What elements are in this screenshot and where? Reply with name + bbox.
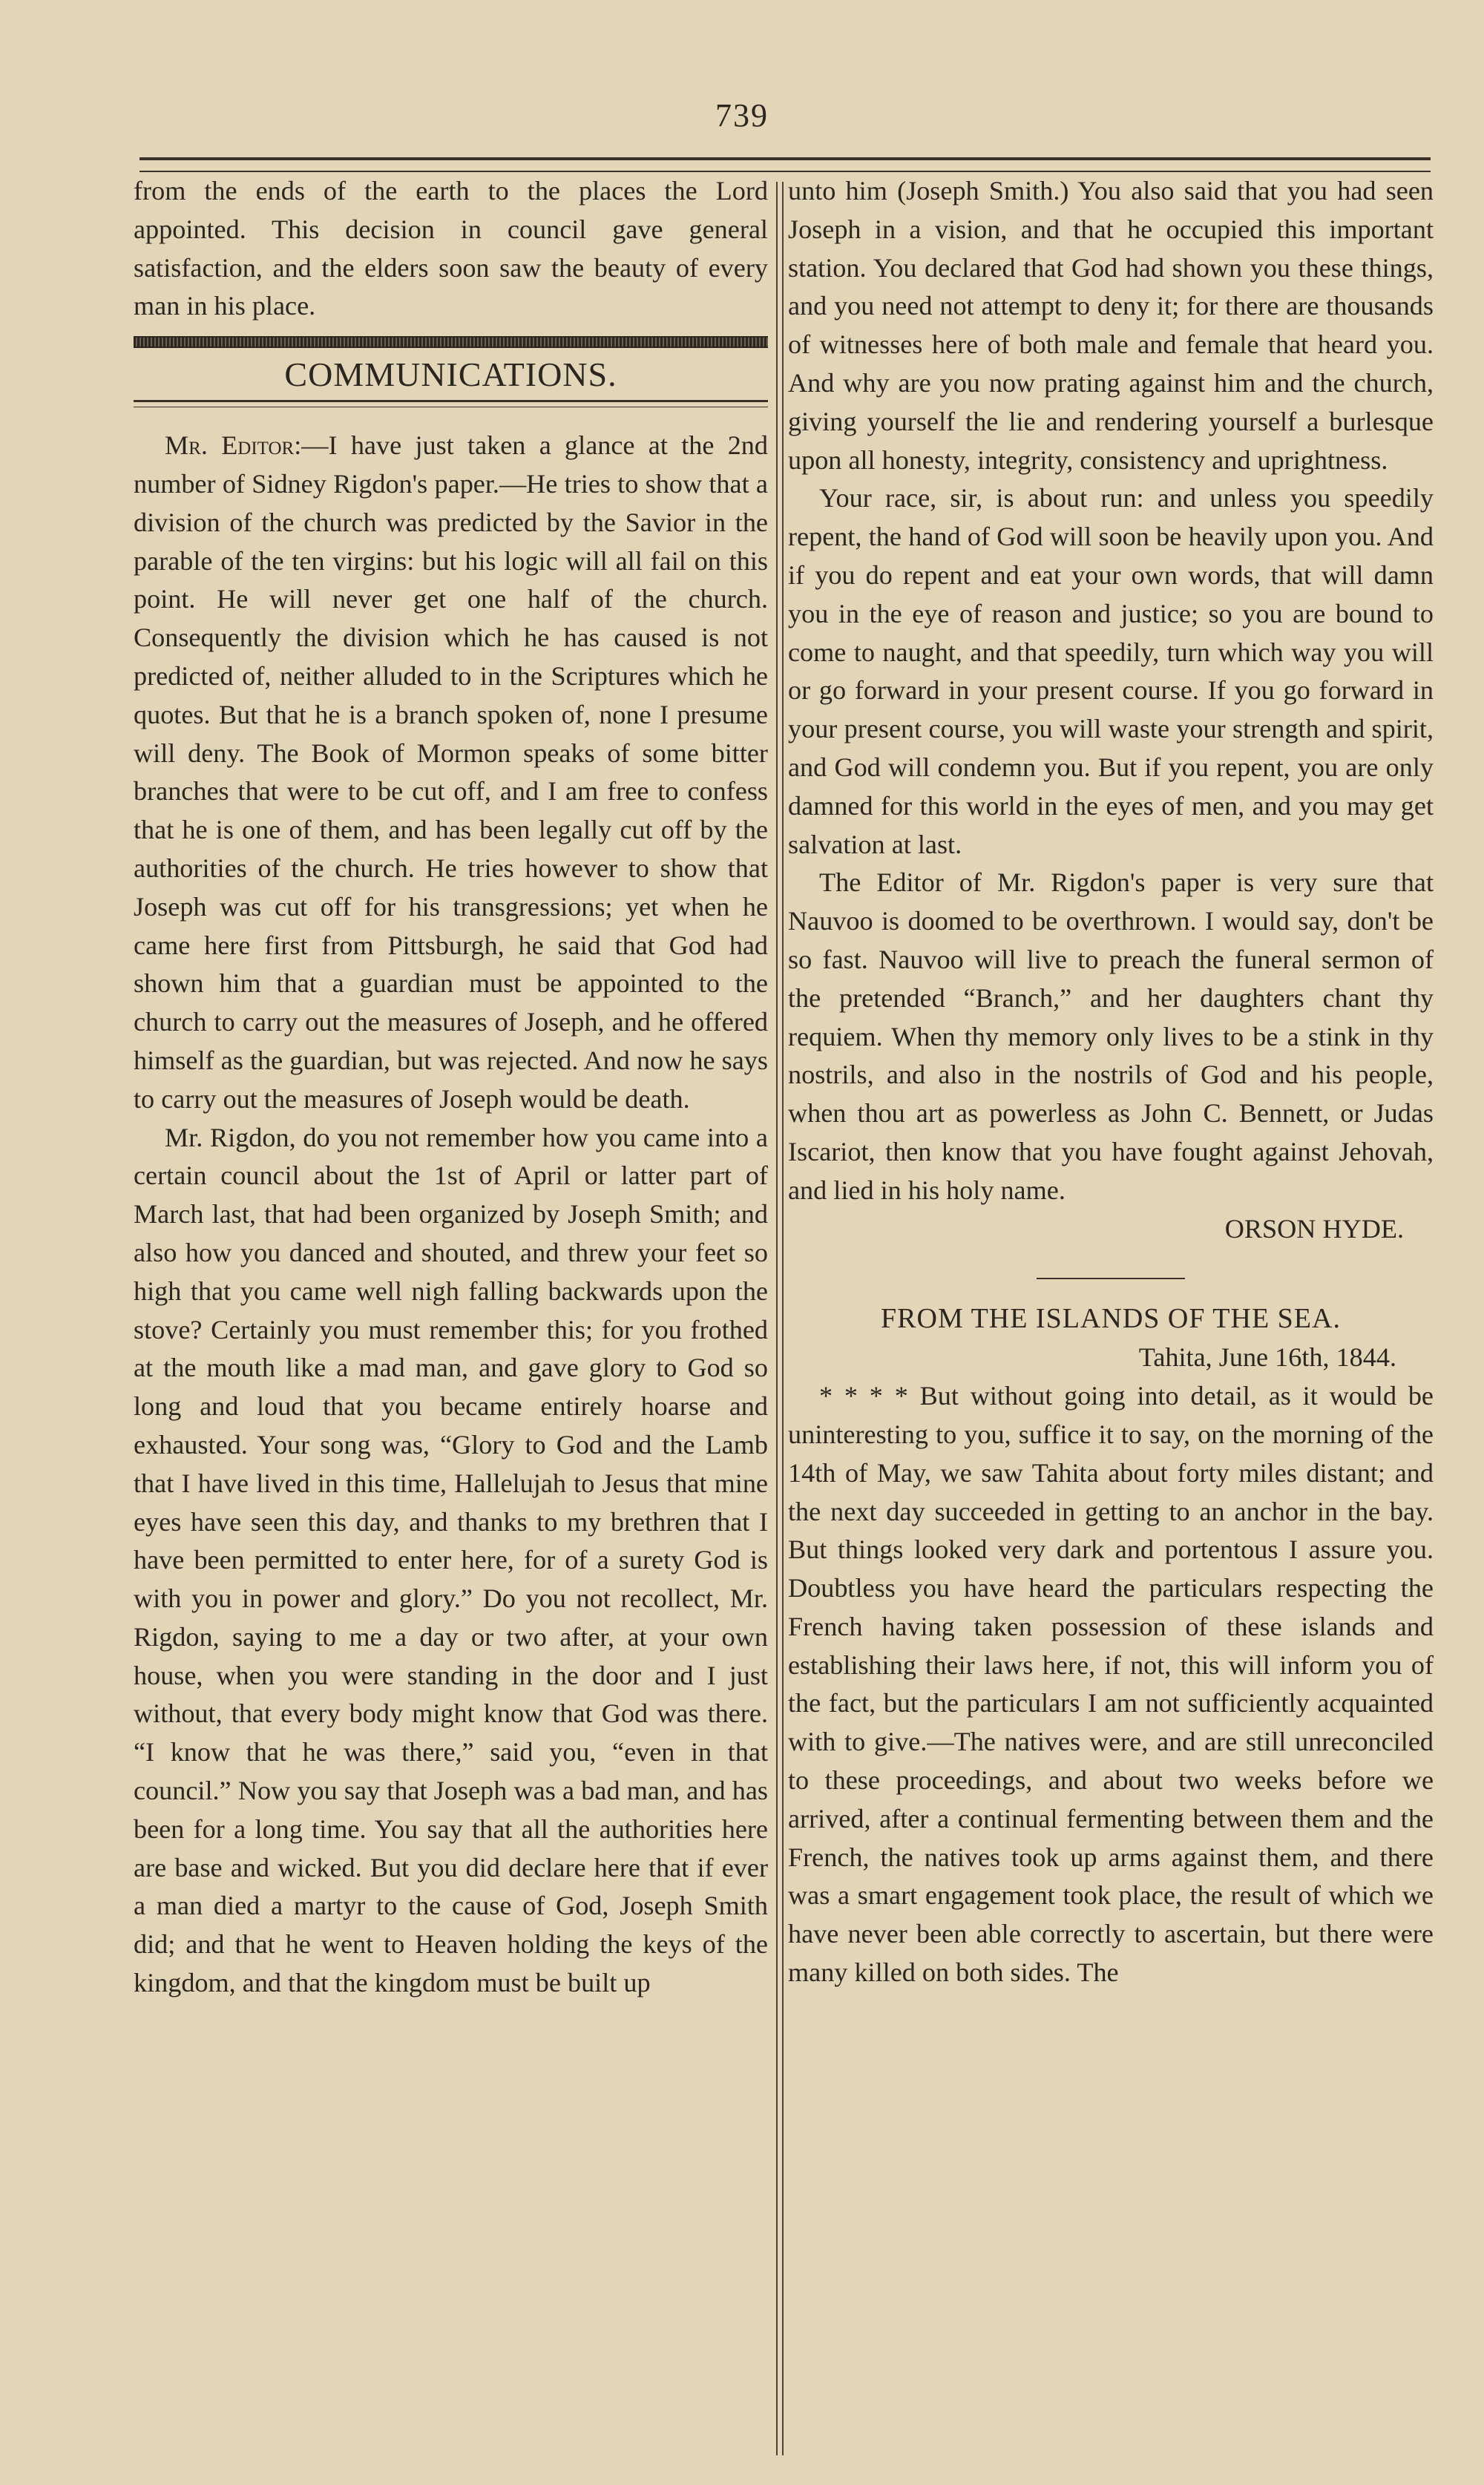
signature: ORSON HYDE. (1224, 1213, 1404, 1244)
section-divider-thin (134, 400, 768, 407)
section-title: COMMUNICATIONS. (284, 355, 617, 394)
article-paragraph: * * * * But without going into detail, as it would be uninteresting to you, suffice it to say, on the morning of the 14th of May, we saw Tahita about forty miles distant; and the next day succeeded in getting to an anchor in the bay. But things looked very dark and portentous I assure you. Doubtless you have heard the particulars respecting the French having taken possession of these islands and establishing their laws here, if not, this will inform you of the fact, but the particulars I am not sufficiently acquainted with to give.—The natives were, and are still unreconciled to these proceedings, and about two weeks before we arrived, after a continual fermenting between them and the French, the natives took up arms against them, and there was a smart engagement took place, the result of which we have never been able correctly to ascertain, but there were many killed on both sides. The (788, 1381, 1434, 1988)
page-number: 739 (715, 97, 769, 134)
letter-paragraph-text: —I have just taken a glance at the 2nd number of Sidney Rigdon's paper.—He tries to show that a division of the church was predicted by the Savior in the parable of the ten virgins: but his logic will all fail on this point. He will never get one half of the church. Consequently the division which he has caused is not predicted of, neither alluded to in the Scriptures which he quotes. But that he is a branch spoken of, none I presume will deny. The Book of Mormon speaks of some bitter branches that were to be cut off, and I am free to confess that he is one of them, and has been legally cut off by the authorities of the church. He tries however to show that Joseph was cut off for his transgressions; yet when he came here first from Pittsburgh, he said that God had shown him that a guardian must be appointed to the church to carry out the measures of Joseph, and he offered himself as the guardian, but was rejected. And now he says to carry out the measures of Joseph would be death. (134, 430, 768, 1114)
section-divider-thick (134, 336, 768, 348)
article-title: FROM THE ISLANDS OF THE SEA. (881, 1303, 1341, 1335)
letter-paragraph: The Editor of Mr. Rigdon's paper is very sure that Nauvoo is doomed to be overthrown. I would say, don't be so fast. Nauvoo will live to preach the funeral sermon of the pretended “Branch,” and her daughters chant thy requiem. When thy memory only lives to be a stink in thy nostrils, and also in the nostrils of God and his people, when thou art as powerless as John C. Bennett, or Judas Iscariot, then know that you have fought against Jehovah, and lied in his holy name. (788, 867, 1434, 1205)
letter-continuation: unto him (Joseph Smith.) You also said that you had seen Joseph in a vision, and that he occupied this important station. You declared that God had shown you these things, and you need not attempt to deny it; for there are thousands of witnesses here of both male and female that heard you. And why are you now prating against him and the church, giving yourself the lie and rendering yourself a burlesque upon all honesty, integrity, consistency and uprightness. (788, 176, 1434, 475)
column-divider (776, 182, 784, 2455)
letter-paragraph: Your race, sir, is about run: and unless you speedily repent, the hand of God will soon be heavily upon you. And if you do repent and eat your own words, that will damn you in the eye of reason and justice; so you are bound to come to naught, and that speedily, turn which way you will or go forward in your present course. If you go forward in your present course, you will waste your strength and spirit, and God will condemn you. But if you repent, you are only damned for this world in the eyes of men, and you may get salvation at last. (788, 483, 1434, 859)
letter-paragraph: Mr. Rigdon, do you not remember how you came into a certain council about the 1st of April or latter part of March last, that had been organized by Joseph Smith; and also how you danced and shouted, and threw your feet so high that you came well nigh falling backwards upon the stove? Certainly you must remember this; for you frothed at the mouth like a mad man, and gave glory to God so long and loud that you became entirely hoarse and exhausted. Your song was, “Glory to God and the Lamb that I have lived in this time, Hallelujah to Jesus that mine eyes have seen this day, and thanks to my brethren that I have been permitted to enter here, for of a surety God is with you in power and glory.” Do you not recollect, Mr. Rigdon, saying to me a day or two after, at your own house, when you were standing in the door and I just without, that every body might know that God was there. “I know that he was there,” said you, “even in that council.” Now you say that Joseph was a bad man, and has been for a long time. You say that all the authorities here are base and wicked. But you did declare here that if ever a man died a martyr to the cause of God, Joseph Smith did; and that he went to Heaven holding the keys of the kingdom, and that the kingdom must be built up (134, 1122, 768, 1998)
left-column (134, 172, 768, 2463)
letter-paragraph (134, 427, 768, 1118)
article-divider (1037, 1278, 1185, 1279)
header-rule (139, 157, 1431, 172)
right-column (788, 172, 1434, 2463)
article-dateline: Tahita, June 16th, 1844. (1138, 1342, 1396, 1373)
letter-salutation: Mr. Editor: (165, 430, 302, 461)
opening-paragraph: from the ends of the earth to the places the Lord appointed. This decision in council gave general satisfaction, and the elders soon saw the beauty of every man in his place. (134, 176, 768, 321)
